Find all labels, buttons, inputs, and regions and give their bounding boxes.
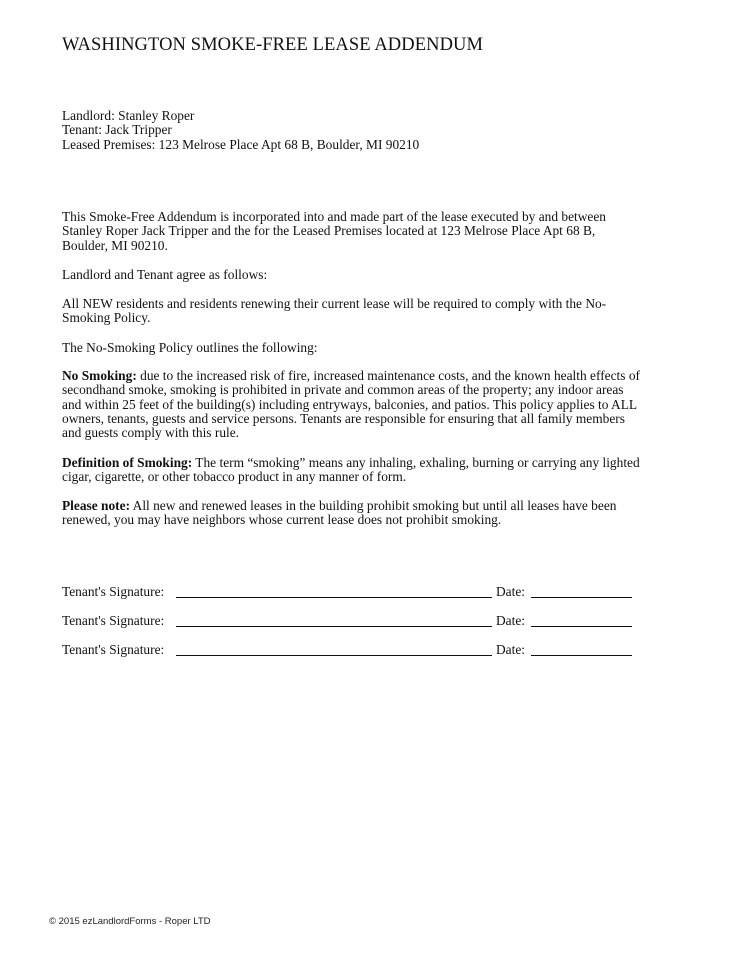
note-line: renewed, you may have neighbors whose current lease does not prohibit smoking. (62, 512, 502, 528)
intro-line: This Smoke-Free Addendum is incorporated into and made part of the lease executed by and between (62, 209, 607, 224)
signature-label: Tenant's Signature: (62, 584, 165, 599)
intro-line: Stanley Roper Jack Tripper and the for the Leased Premises located at 123 Melrose Place Apt 68 B, (62, 223, 596, 239)
parties-block (62, 109, 419, 152)
landlord-line: Landlord: Stanley Roper (62, 108, 195, 123)
definition-first-text: The term “smoking” means any inhaling, exhaling, burning or carrying any lighted (192, 455, 640, 470)
signature-field[interactable] (176, 597, 492, 598)
tenant-line: Tenant: Jack Tripper (62, 122, 172, 138)
note-first-text: All new and renewed leases in the building prohibit smoking but until all leases have been (130, 498, 617, 513)
intro-line: Boulder, MI 90210. (62, 237, 168, 253)
date-field[interactable] (531, 655, 632, 656)
no-smoking-paragraph (62, 369, 696, 440)
definition-paragraph (62, 456, 696, 485)
intro-paragraph (62, 210, 696, 253)
note-first-line (62, 499, 696, 513)
signature-label: Tenant's Signature: (62, 642, 165, 657)
date-field[interactable] (531, 597, 632, 598)
agreement-paragraph: Landlord and Tenant agree as follows: (62, 267, 268, 282)
no-smoking-first-text: due to the increased risk of fire, increased maintenance costs, and the known health effects of (136, 368, 640, 383)
no-smoking-first-line (62, 369, 696, 383)
definition-line: cigar, cigarette, or other tobacco product in any manner of form. (62, 469, 407, 485)
policy-line: Smoking Policy. (62, 310, 151, 326)
signature-label: Tenant's Signature: (62, 613, 165, 628)
no-smoking-line: secondhand smoke, smoking is prohibited in private and common areas of the property; any indoor areas (62, 382, 624, 398)
policy-paragraph (62, 297, 696, 326)
no-smoking-heading: No Smoking: (62, 368, 137, 383)
date-label: Date: (496, 613, 525, 628)
no-smoking-line: and guests comply with this rule. (62, 425, 240, 441)
definition-heading: Definition of Smoking: (62, 455, 193, 470)
outline-paragraph: The No-Smoking Policy outlines the following: (62, 340, 318, 355)
note-heading: Please note: (62, 498, 131, 513)
policy-line: All NEW residents and residents renewing their current lease will be required to comply with the No- (62, 296, 607, 311)
document-title: WASHINGTON SMOKE-FREE LEASE ADDENDUM (62, 35, 484, 55)
note-paragraph (62, 499, 696, 528)
signature-field[interactable] (176, 626, 492, 627)
no-smoking-line: owners, tenants, guests and service persons. Tenants are responsible for ensuring that all family members (62, 410, 625, 426)
date-field[interactable] (531, 626, 632, 627)
no-smoking-line: and within 25 feet of the building(s) including entryways, balconies, and patios. This policy applies to ALL (62, 396, 638, 412)
signature-field[interactable] (176, 655, 492, 656)
date-label: Date: (496, 642, 525, 657)
date-label: Date: (496, 584, 525, 599)
definition-first-line (62, 456, 696, 470)
copyright-footer: © 2015 ezLandlordForms - Roper LTD (49, 916, 211, 927)
premises-line: Leased Premises: 123 Melrose Place Apt 68 B, Boulder, MI 90210 (62, 136, 420, 152)
